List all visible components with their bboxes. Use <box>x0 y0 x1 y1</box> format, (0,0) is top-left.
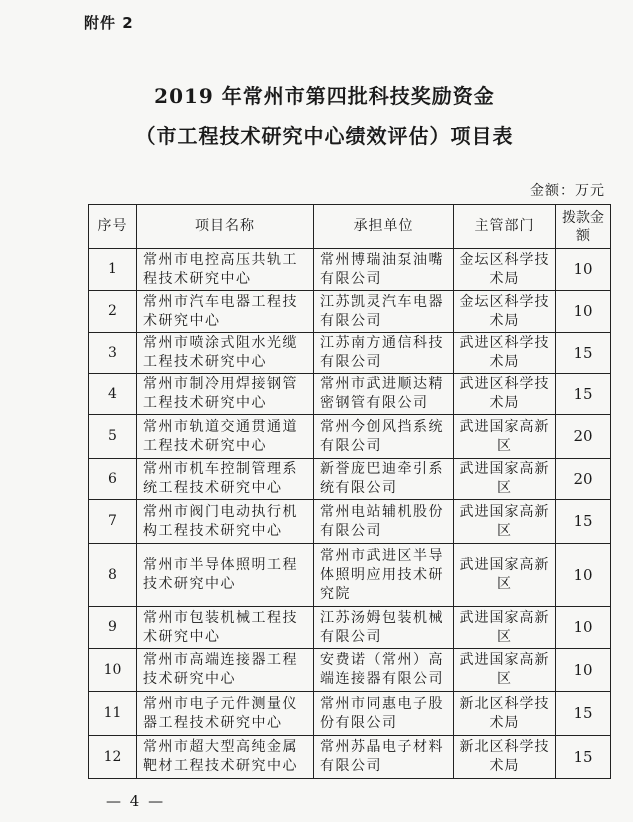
cell-org: 常州苏晶电子材料有限公司 <box>314 736 454 779</box>
cell-project: 常州市包装机械工程技术研究中心 <box>137 607 314 649</box>
table-row <box>89 736 611 779</box>
header-amount: 拨款金额 <box>556 205 611 249</box>
cell-amount: 15 <box>556 500 611 544</box>
cell-amount: 10 <box>556 291 611 333</box>
cell-dept: 武进国家高新区 <box>454 415 556 459</box>
table-row <box>89 249 611 291</box>
attachment-label: 附件 2 <box>84 14 134 32</box>
cell-amount: 15 <box>556 374 611 415</box>
cell-amount: 15 <box>556 736 611 779</box>
cell-dept: 武进区科学技术局 <box>454 374 556 415</box>
cell-org: 常州博瑞油泵油嘴有限公司 <box>314 249 454 291</box>
cell-dept: 武进国家高新区 <box>454 500 556 544</box>
page-number: — 4 — <box>106 792 166 810</box>
document-title-line2: （市工程技术研究中心绩效评估）项目表 <box>135 124 514 148</box>
table-row <box>89 459 611 500</box>
cell-seq: 9 <box>89 607 137 649</box>
project-table <box>88 204 611 779</box>
cell-dept: 新北区科学技术局 <box>454 736 556 779</box>
header-dept: 主管部门 <box>454 205 556 249</box>
cell-project: 常州市喷涂式阻水光缆工程技术研究中心 <box>137 333 314 374</box>
cell-seq: 12 <box>89 736 137 779</box>
cell-amount: 20 <box>556 459 611 500</box>
table-row <box>89 333 611 374</box>
cell-org: 常州今创风挡系统有限公司 <box>314 415 454 459</box>
cell-project: 常州市轨道交通贯通道工程技术研究中心 <box>137 415 314 459</box>
cell-org: 常州电站辅机股份有限公司 <box>314 500 454 544</box>
cell-seq: 2 <box>89 291 137 333</box>
table-row <box>89 649 611 692</box>
table-row <box>89 291 611 333</box>
cell-seq: 10 <box>89 649 137 692</box>
cell-seq: 8 <box>89 544 137 607</box>
cell-amount: 10 <box>556 544 611 607</box>
cell-org: 江苏汤姆包装机械有限公司 <box>314 607 454 649</box>
cell-dept: 武进区科学技术局 <box>454 333 556 374</box>
cell-seq: 6 <box>89 459 137 500</box>
cell-project: 常州市机车控制管理系统工程技术研究中心 <box>137 459 314 500</box>
cell-dept: 武进国家高新区 <box>454 607 556 649</box>
cell-org: 安费诺（常州）高端连接器有限公司 <box>314 649 454 692</box>
cell-seq: 11 <box>89 692 137 736</box>
cell-project: 常州市电控高压共轨工程技术研究中心 <box>137 249 314 291</box>
cell-dept: 金坛区科学技术局 <box>454 249 556 291</box>
header-seq: 序号 <box>89 205 137 249</box>
cell-org: 新誉庞巴迪牵引系统有限公司 <box>314 459 454 500</box>
cell-project: 常州市制冷用焊接钢管工程技术研究中心 <box>137 374 314 415</box>
amount-unit-note: 金额：万元 <box>530 183 605 199</box>
cell-project: 常州市超大型高纯金属靶材工程技术研究中心 <box>137 736 314 779</box>
cell-amount: 10 <box>556 249 611 291</box>
cell-dept: 金坛区科学技术局 <box>454 291 556 333</box>
cell-seq: 5 <box>89 415 137 459</box>
table-row <box>89 374 611 415</box>
cell-org: 常州市武进区半导体照明应用技术研究院 <box>314 544 454 607</box>
cell-dept: 武进国家高新区 <box>454 544 556 607</box>
cell-org: 江苏凯灵汽车电器有限公司 <box>314 291 454 333</box>
cell-seq: 3 <box>89 333 137 374</box>
cell-amount: 15 <box>556 333 611 374</box>
cell-dept: 武进国家高新区 <box>454 649 556 692</box>
cell-amount: 15 <box>556 692 611 736</box>
cell-project: 常州市汽车电器工程技术研究中心 <box>137 291 314 333</box>
cell-project: 常州市半导体照明工程技术研究中心 <box>137 544 314 607</box>
cell-project: 常州市电子元件测量仪器工程技术研究中心 <box>137 692 314 736</box>
cell-org: 常州市同惠电子股份有限公司 <box>314 692 454 736</box>
document-title-line1: 2019 年常州市第四批科技奖励资金 <box>154 84 495 108</box>
header-project: 项目名称 <box>137 205 314 249</box>
cell-org: 常州市武进顺达精密钢管有限公司 <box>314 374 454 415</box>
table-header-row <box>89 205 611 249</box>
cell-seq: 1 <box>89 249 137 291</box>
table-row <box>89 415 611 459</box>
cell-dept: 新北区科学技术局 <box>454 692 556 736</box>
table-row <box>89 500 611 544</box>
header-org: 承担单位 <box>314 205 454 249</box>
cell-amount: 10 <box>556 649 611 692</box>
cell-amount: 10 <box>556 607 611 649</box>
cell-amount: 20 <box>556 415 611 459</box>
cell-project: 常州市高端连接器工程技术研究中心 <box>137 649 314 692</box>
table-row <box>89 692 611 736</box>
cell-project: 常州市阀门电动执行机构工程技术研究中心 <box>137 500 314 544</box>
cell-org: 江苏南方通信科技有限公司 <box>314 333 454 374</box>
cell-seq: 4 <box>89 374 137 415</box>
table-row <box>89 544 611 607</box>
table-row <box>89 607 611 649</box>
cell-seq: 7 <box>89 500 137 544</box>
cell-dept: 武进国家高新区 <box>454 459 556 500</box>
